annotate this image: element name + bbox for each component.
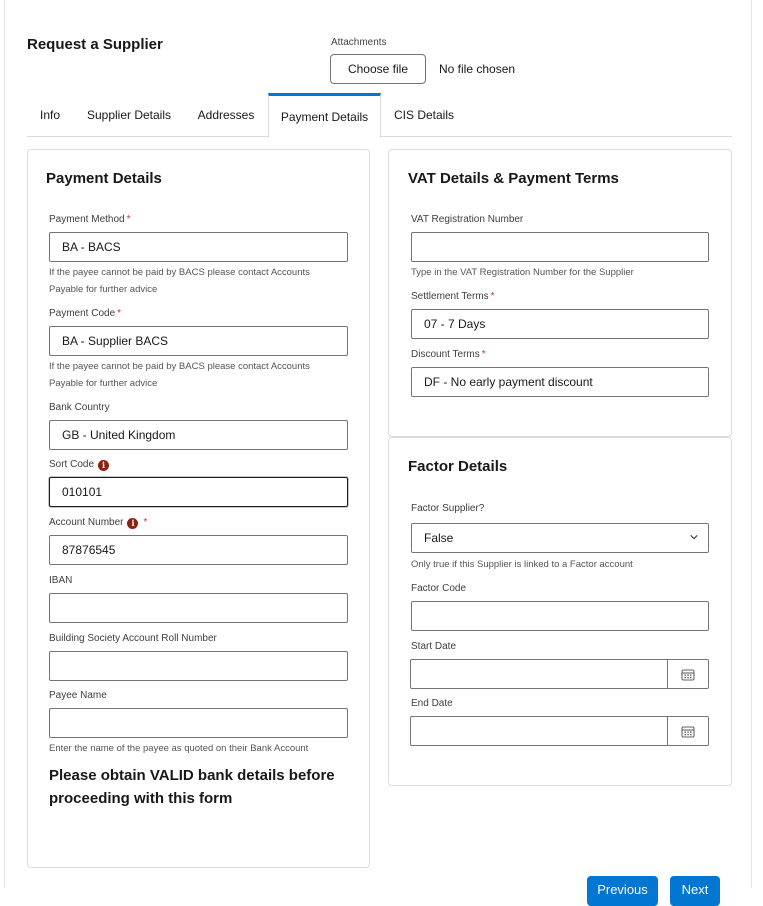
tab-payment-details[interactable]: Payment Details <box>268 93 381 138</box>
factor-title: Factor Details <box>408 458 508 475</box>
settlement-terms-label-text: Settlement Terms <box>411 291 489 302</box>
payee-name-help: Enter the name of the payee as quoted on their Bank Account <box>49 743 309 754</box>
next-button[interactable]: Next <box>670 876 720 906</box>
sort-code-field[interactable] <box>49 477 348 507</box>
choose-file-button[interactable]: Choose file <box>330 54 426 84</box>
tab-info[interactable]: Info <box>39 108 60 122</box>
factor-code-field[interactable] <box>411 601 709 631</box>
end-date-calendar-button[interactable] <box>667 717 708 745</box>
start-date-label: Start Date <box>411 641 457 652</box>
calendar-icon <box>681 668 695 681</box>
settlement-terms-field[interactable] <box>411 309 709 339</box>
iban-field[interactable] <box>49 593 348 623</box>
roll-number-field[interactable] <box>49 651 348 681</box>
payee-name-label: Payee Name <box>49 690 107 701</box>
payment-code-label-text: Payment Code <box>49 308 116 319</box>
no-file-text: No file chosen <box>439 62 516 76</box>
payment-code-label <box>49 308 121 319</box>
attachments-label: Attachments <box>331 37 387 48</box>
payee-name-field[interactable] <box>49 708 348 738</box>
required-mark: * <box>126 214 131 225</box>
tab-supplier-details[interactable]: Supplier Details <box>86 108 172 122</box>
payment-code-help <box>49 358 310 392</box>
payment-code-help-line-2: Payable for further advice <box>49 378 158 389</box>
tab-addresses[interactable]: Addresses <box>197 108 255 122</box>
payment-method-field[interactable] <box>49 232 348 262</box>
roll-number-label: Building Society Account Roll Number <box>49 633 217 644</box>
end-date-field[interactable] <box>410 716 709 746</box>
iban-label: IBAN <box>49 575 73 586</box>
payment-method-label-text: Payment Method <box>49 214 125 225</box>
payment-code-help-line-1: If the payee cannot be paid by BACS please contact Accounts <box>49 361 310 372</box>
factor-supplier-select[interactable] <box>411 523 709 553</box>
payment-method-label <box>49 214 131 225</box>
bank-details-warning <box>49 764 349 810</box>
vat-registration-field[interactable] <box>411 232 709 262</box>
account-number-label-text: Account Number <box>49 517 124 528</box>
info-icon[interactable]: i <box>98 460 109 471</box>
sort-code-label <box>49 459 109 471</box>
calendar-icon <box>681 725 695 738</box>
payment-method-help-line-2: Payable for further advice <box>49 284 158 295</box>
vat-title: VAT Details & Payment Terms <box>408 170 619 187</box>
payment-method-help <box>49 264 310 298</box>
start-date-field[interactable] <box>410 659 709 689</box>
required-mark: * <box>117 308 122 319</box>
end-date-label: End Date <box>411 698 453 709</box>
payment-code-field[interactable] <box>49 326 348 356</box>
chevron-down-icon <box>690 533 698 541</box>
warning-line-1: Please obtain VALID bank details before <box>49 767 335 784</box>
page-title: Request a Supplier <box>27 36 163 53</box>
account-number-label <box>49 517 147 529</box>
factor-supplier-help: Only true if this Supplier is linked to a Factor account <box>411 559 633 570</box>
vat-registration-help: Type in the VAT Registration Number for the Supplier <box>411 267 634 278</box>
bank-country-label: Bank Country <box>49 402 110 413</box>
discount-terms-label <box>411 349 486 360</box>
factor-code-label: Factor Code <box>411 583 467 594</box>
required-mark: * <box>481 349 486 360</box>
payment-method-help-line-1: If the payee cannot be paid by BACS please contact Accounts <box>49 267 310 278</box>
start-date-calendar-button[interactable] <box>667 660 708 688</box>
account-number-field[interactable] <box>49 535 348 565</box>
settlement-terms-label <box>411 291 495 302</box>
info-icon[interactable]: i <box>127 518 138 529</box>
required-mark: * <box>143 517 148 528</box>
tab-cis-details[interactable]: CIS Details <box>393 108 455 122</box>
sort-code-label-text: Sort Code <box>49 459 95 470</box>
factor-supplier-label: Factor Supplier? <box>411 503 485 514</box>
bank-country-field[interactable] <box>49 420 348 450</box>
factor-supplier-value[interactable]: False <box>411 523 709 553</box>
required-mark: * <box>490 291 495 302</box>
warning-line-2: proceeding with this form <box>49 790 233 807</box>
previous-button[interactable]: Previous <box>587 876 658 906</box>
vat-registration-label: VAT Registration Number <box>411 214 524 225</box>
tab-bar <box>27 93 732 137</box>
discount-terms-label-text: Discount Terms <box>411 349 480 360</box>
payment-details-title: Payment Details <box>46 170 162 187</box>
discount-terms-field[interactable] <box>411 367 709 397</box>
